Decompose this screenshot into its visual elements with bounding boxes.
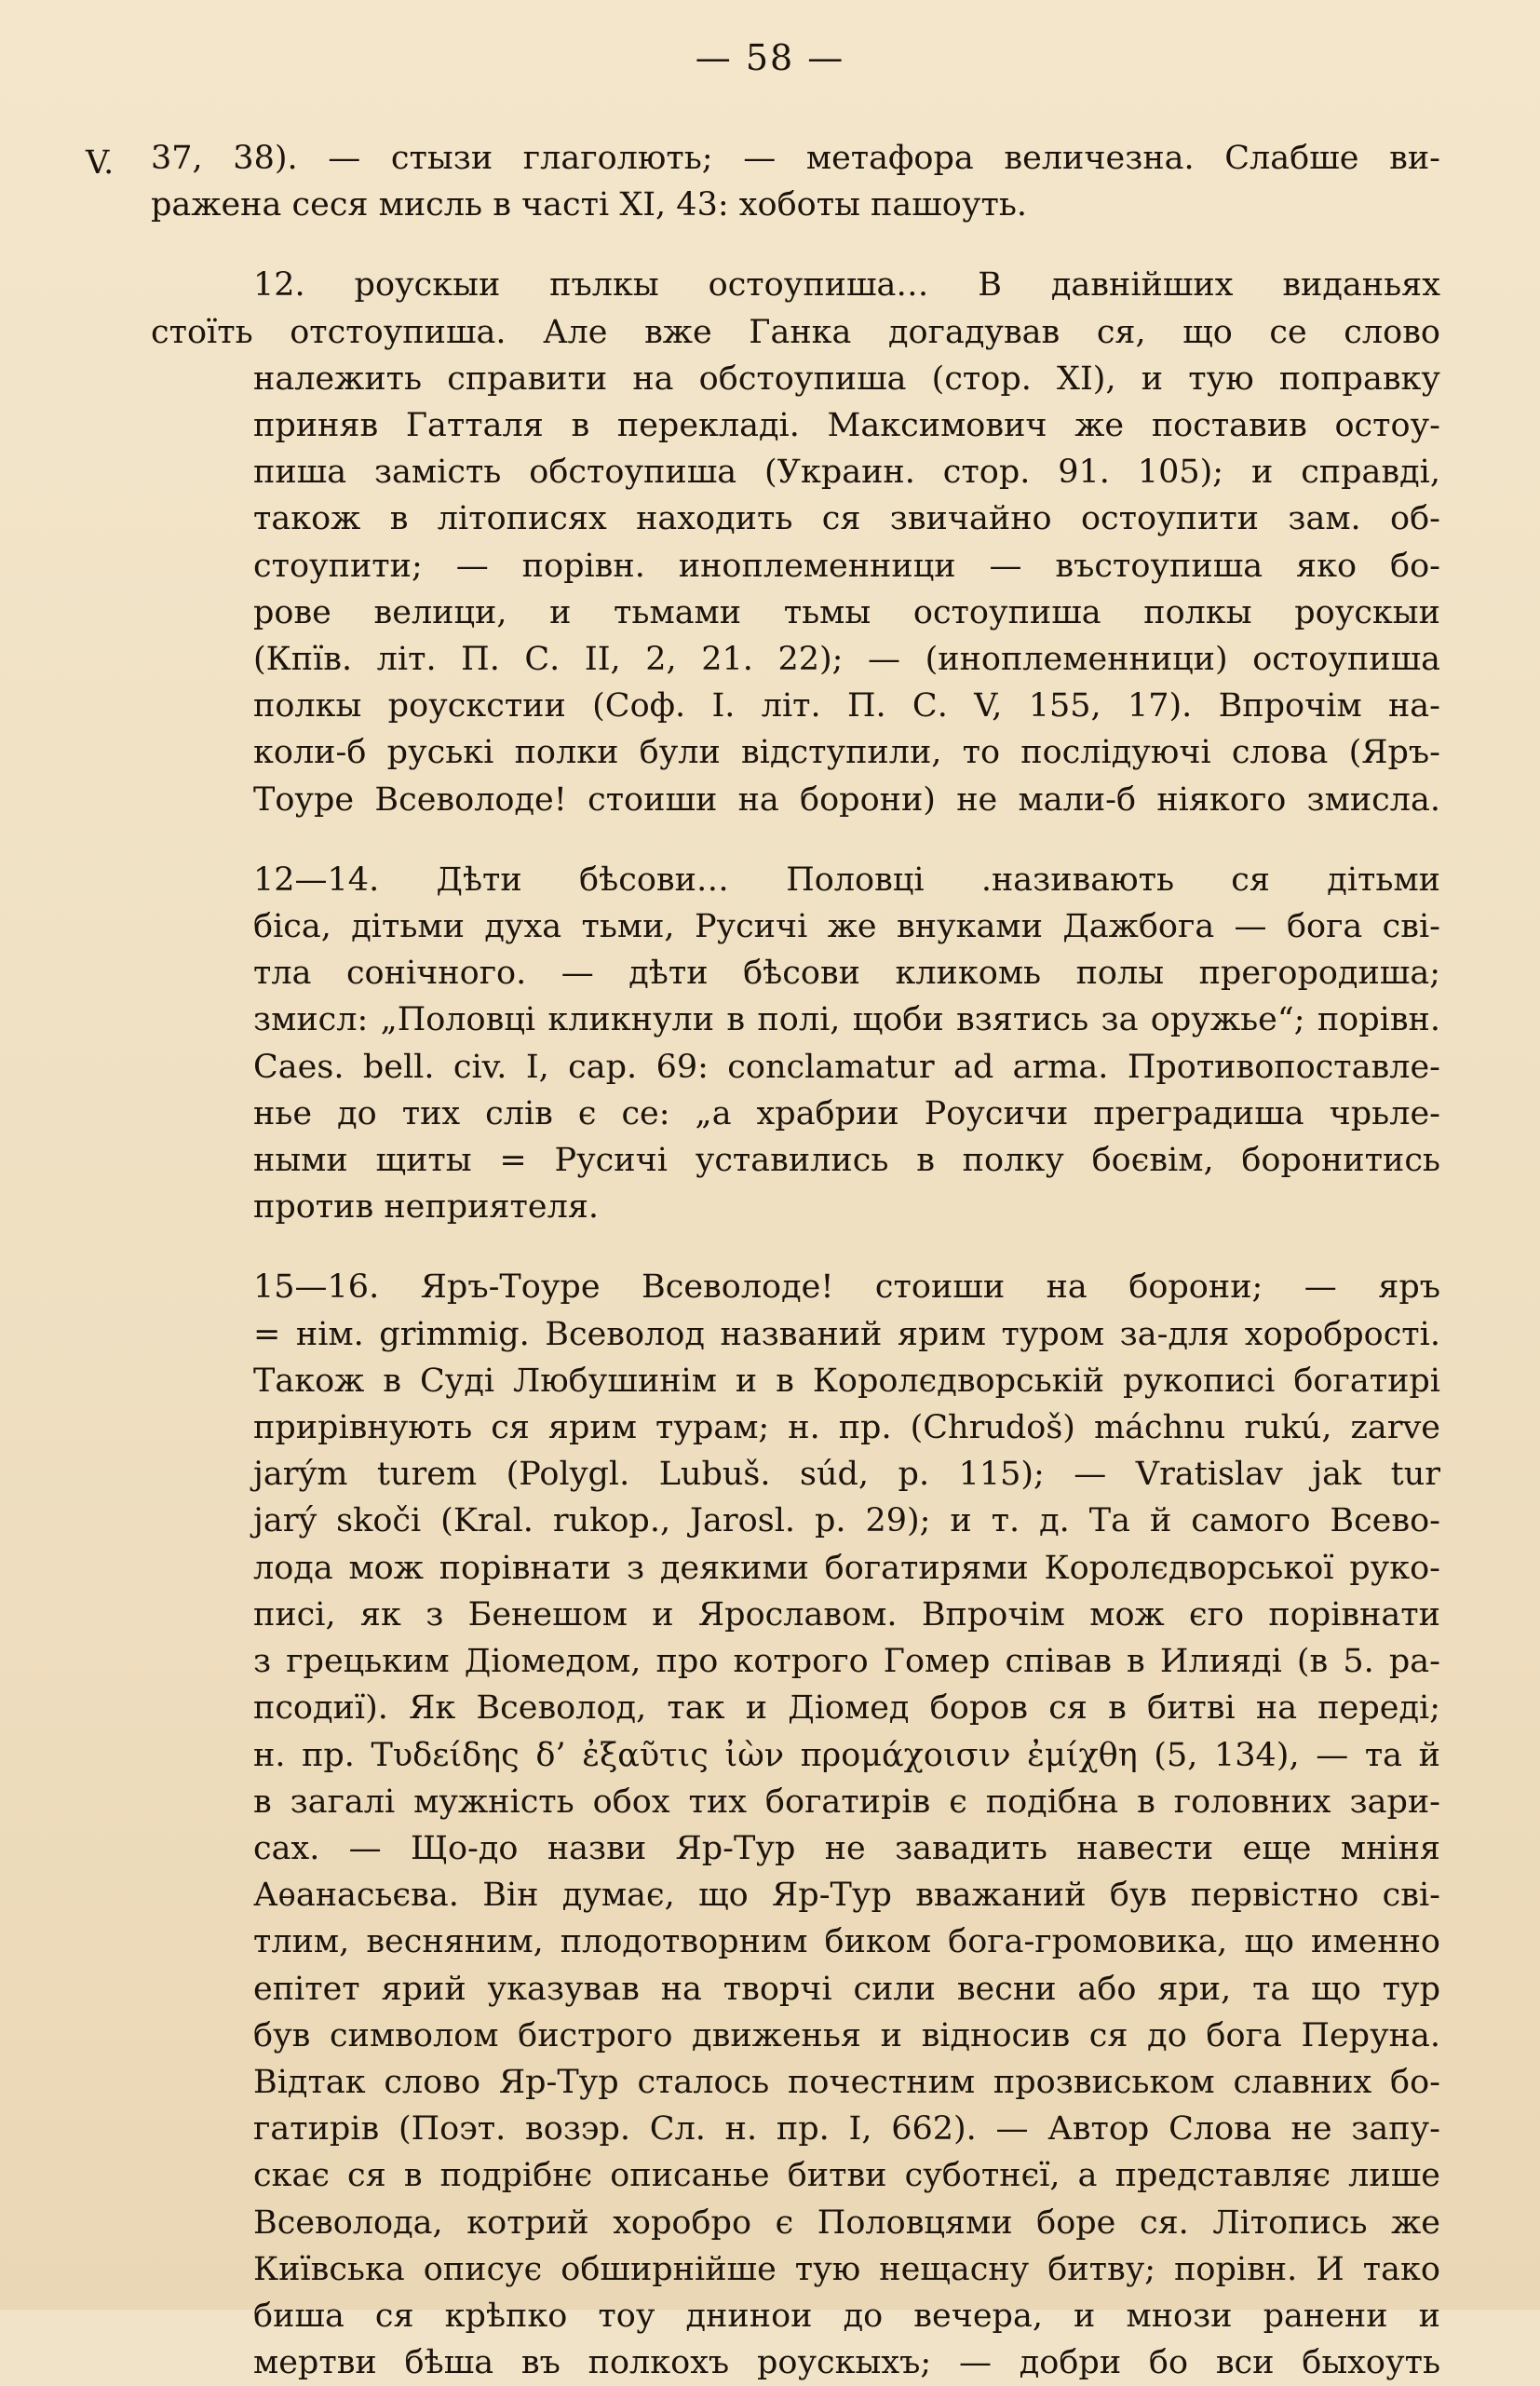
- text-line: полкы роускстии (Соф. I. літ. П. С. V, 155, 17). Впрочім на-: [253, 687, 1440, 725]
- text-line: біса, дітьми духа тьми, Русичі же внуками Дажбога — бога сві-: [253, 908, 1440, 946]
- text-line: н. пр. Τυδείδης δ’ ἐξαῦτις ἰὼν προμάχοισιν ἐμίχθη (5, 134), — та й: [253, 1736, 1440, 1774]
- text-line: був символом бистрого движенья и відносив ся до бога Перуна.: [253, 2016, 1440, 2054]
- text-line: биша ся крѣпко тоу днинои до вечера, и мнози ранени и: [253, 2297, 1440, 2335]
- text-line: коли-б руські полки були відступили, то послідуючі слова (Яръ-: [253, 734, 1440, 772]
- text-line: 12—14. Дѣти бѣсови… Половці .називають ся дітьми: [253, 861, 1440, 899]
- text-line: Також в Суді Любушинім и в Королєдворській рукописі богатирі: [253, 1362, 1440, 1400]
- text-line: Всеволода, котрий хоробро є Половцями боре ся. Літопись же: [253, 2203, 1440, 2242]
- text-line: тлим, весняним, плодотворним биком бога-громовика, що именно: [253, 1923, 1440, 1961]
- text-line: ражена сеся мисль в часті XI, 43: хоботы пашоуть.: [151, 186, 1028, 224]
- text-line: також в літописях находить ся звичайно остоупити зам. об-: [253, 500, 1440, 538]
- text-line: тла сонічного. — дѣти бѣсови кликомь полы прегородиша;: [253, 955, 1440, 993]
- body-text: [151, 135, 1440, 2386]
- text-line: лода мож порівнати з деякими богатирями Королєдворської руко-: [253, 1549, 1440, 1587]
- text-line: пиша замість обстоупиша (Украин. стор. 91. 105); и справді,: [253, 454, 1440, 492]
- text-line: гатирів (Поэт. возэр. Сл. н. пр. I, 662). — Автор Слова не запу-: [253, 2110, 1440, 2149]
- text-line: Аѳанасьєва. Він думає, що Яр-Тур вважаний був первістно сві-: [253, 1877, 1440, 1915]
- text-line: рове велици, и тьмами тьмы остоупиша полкы роускыи: [253, 593, 1440, 631]
- text-line: Caes. bell. civ. I, cap. 69: conclamatur ad arma. Противопоставле-: [253, 1048, 1440, 1086]
- paragraph-4: [151, 1264, 1440, 2386]
- text-line: змисл: „Половці кликнули в полі, щоби взятись за оружье“; порівн.: [253, 1001, 1440, 1039]
- text-line: jarým turem (Polygl. Lubuš. súd, p. 115); — Vratislav jak tur: [253, 1456, 1440, 1494]
- text-line: з грецьким Діомедом, про котрого Гомер співав в Илияді (в 5. ра-: [253, 1643, 1440, 1681]
- text-line: приняв Гатталя в перекладі. Максимович же поставив остоу-: [253, 407, 1440, 445]
- text-line: в загалі мужність обох тих богатирів є подібна в головних зари-: [253, 1783, 1440, 1821]
- text-line: нье до тих слів є се: „а храбрии Роусичи преградиша чрьле-: [253, 1094, 1440, 1132]
- text-line: стоїть отстоупиша. Але вже Ганка догадував ся, що се слово: [151, 313, 1440, 351]
- text-line: мертви бѣша въ полкохъ роускыхъ; — добри бо вси быхоуть: [253, 2344, 1440, 2382]
- paragraph-3: [151, 857, 1440, 1231]
- page-number: — 58 —: [695, 37, 845, 78]
- text-line: 37, 38). — стызи глаголють; — метафора величезна. Слабше ви-: [151, 140, 1440, 177]
- text-line: 15—16. Яръ-Тоуре Всеволоде! стоиши на борони; — яръ: [253, 1268, 1440, 1307]
- text-line: скає ся в подрібнє описанье битви суботнєї, а представляє лише: [253, 2157, 1440, 2195]
- text-line: Київська описує обширнійше тую нещасну битву; порівн. И тако: [253, 2250, 1440, 2288]
- text-line: = нім. grimmig. Всеволод названий ярим туром за-для хоробрості.: [253, 1315, 1440, 1353]
- margin-reference: V.: [86, 144, 115, 182]
- text-line: 12. роускыи пълкы остоупиша… В давнійших виданьях: [253, 266, 1440, 305]
- paragraph-2: [151, 262, 1440, 822]
- text-line: прирівнують ся ярим турам; н. пр. (Chrudoš) máchnu rukú, zarve: [253, 1409, 1440, 1447]
- text-line: псодиї). Як Всеволод, так и Діомед боров ся в битві на переді;: [253, 1689, 1440, 1728]
- text-line: против неприятеля.: [253, 1188, 600, 1227]
- paragraph-1: [151, 135, 1440, 228]
- text-line: стоупити; — порівн. иноплеменници — въстоупиша яко бо-: [253, 547, 1440, 585]
- text-line: писі, як з Бенешом и Ярославом. Впрочім мож єго порівнати: [253, 1595, 1440, 1634]
- text-line: сах. — Що-до назви Яр-Тур не завадить навести еще мніня: [253, 1829, 1440, 1867]
- text-line: ными щиты = Русичі уставились в полку боєвім, боронитись: [253, 1142, 1440, 1180]
- text-line: належить справити на обстоупиша (стор. XI), и тую поправку: [253, 359, 1440, 398]
- text-line: Тоуре Всеволоде! стоиши на борони) не мали-б ніякого змисла.: [253, 780, 1440, 819]
- text-line: (Кпїв. літ. П. С. II, 2, 21. 22); — (иноплеменници) остоупиша: [253, 641, 1440, 679]
- text-line: Відтак слово Яр-Тур сталось почестним прозвиськом славних бо-: [253, 2063, 1440, 2101]
- text-line: jarý skoči (Kral. rukop., Jarosl. p. 29); и т. д. Та й самого Всево-: [253, 1502, 1440, 1540]
- text-line: епітет ярий указував на творчі сили весни або яри, та що тур: [253, 1970, 1440, 2008]
